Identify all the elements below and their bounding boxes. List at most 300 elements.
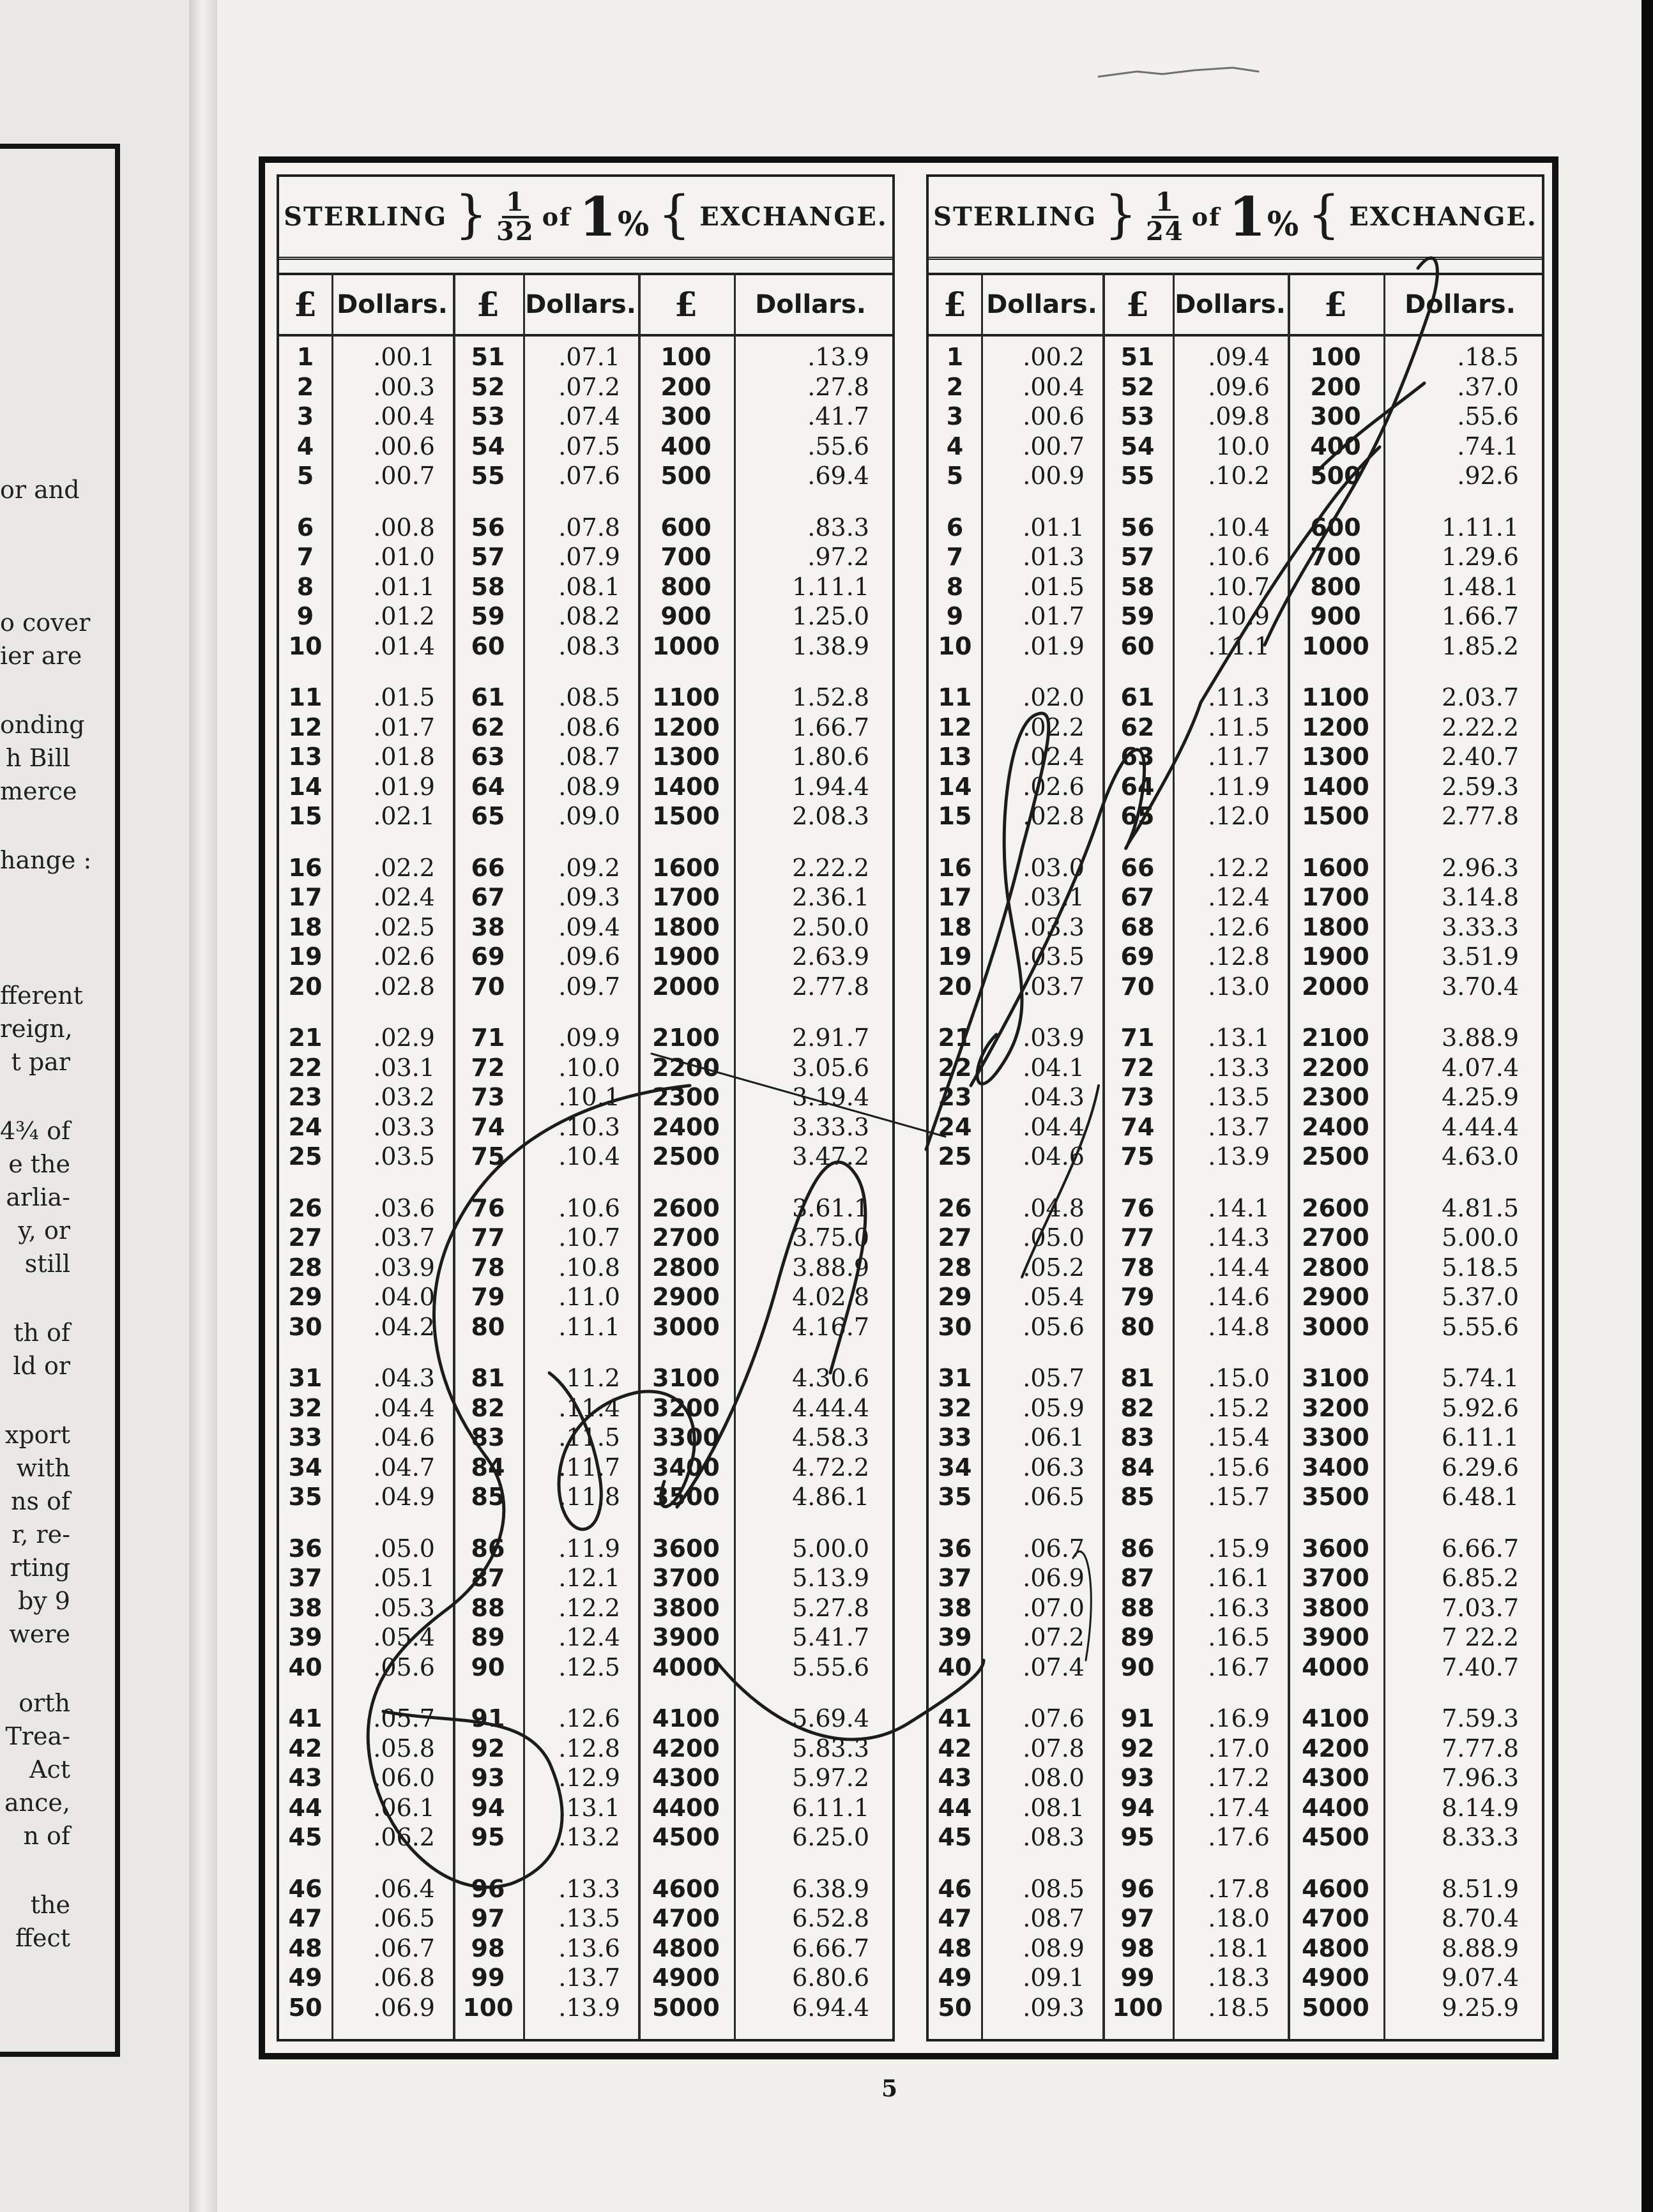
dollar-value: .13.2 [558,1823,620,1851]
pound-amount: 86 [471,1534,505,1563]
pound-amount: 600 [1310,513,1361,542]
dollar-value: .04.3 [373,1364,435,1392]
pound-amount: 4400 [1302,1793,1369,1822]
dollar-value: .17.2 [1208,1764,1270,1792]
pound-amount: 67 [471,883,505,911]
pound-amount: 59 [1120,602,1155,630]
pound-amount: 4400 [652,1793,720,1822]
pound-amount: 38 [471,913,505,941]
pound-amount: 2000 [652,972,720,1001]
dollar-value: .17.8 [1208,1874,1270,1903]
pound-amount: 65 [1120,802,1155,830]
pound-amount: 81 [471,1364,505,1392]
left-page-text-line: t par [11,1048,70,1076]
pound-amount: 85 [471,1483,505,1511]
left-page-text-line: e the [8,1150,70,1178]
dollar-value: .41.7 [807,402,869,430]
dollar-value: 10.0 [1215,432,1270,460]
dollar-value: .05.0 [1023,1223,1085,1252]
pound-amount: 4900 [1302,1964,1369,1992]
pound-amount: 97 [1120,1904,1155,1932]
pound-amount: 4300 [652,1764,720,1792]
pound-amount: 38 [938,1593,972,1622]
pound-amount: 2400 [652,1112,720,1141]
dollar-value: .12.5 [558,1653,620,1681]
dollar-value: .05.7 [373,1704,435,1732]
dollar-value: .18.3 [1208,1964,1270,1992]
pound-amount: 87 [471,1564,505,1592]
dollar-value: .05.9 [1023,1393,1085,1422]
pound-amount: 900 [1310,602,1361,630]
pound-amount: 33 [938,1423,972,1451]
pound-amount: 90 [1120,1653,1155,1681]
left-page-text-line: or and [0,476,80,504]
dollar-value: .05.4 [1023,1283,1085,1311]
dollar-value: .04.4 [373,1393,435,1422]
dollar-value: .00.8 [373,513,435,542]
pound-amount: 4000 [1302,1653,1369,1681]
dollar-value: 3.19.4 [792,1083,869,1111]
pound-amount: 3300 [1302,1423,1369,1451]
dollar-value: .18.0 [1208,1904,1270,1932]
dollar-value: .01.9 [1023,632,1085,660]
pound-amount: 7 [946,543,964,571]
column-header: Dollars. [986,290,1097,319]
dollar-value: .02.9 [373,1024,435,1052]
dollar-value: .08.1 [558,572,620,601]
pound-amount: 50 [288,1993,323,2022]
pound-amount: 39 [938,1623,972,1651]
pound-amount: 37 [938,1564,972,1592]
pound-amount: 73 [471,1083,505,1111]
dollar-value: .02.2 [1023,713,1085,741]
pound-amount: 1900 [652,943,720,971]
pound-amount: 29 [938,1283,972,1311]
pound-amount: 70 [1120,972,1155,1001]
left-page-text-line: ld or [13,1352,70,1380]
dollar-value: .10.2 [1208,462,1270,490]
column-header: £ [674,285,698,324]
title-of: of [1191,202,1221,231]
dollar-value: .09.3 [558,883,620,911]
pound-amount: 43 [938,1764,972,1792]
dollar-value: .09.4 [1208,343,1270,371]
pound-amount: 3400 [1302,1453,1369,1481]
pound-amount: 1100 [652,683,720,711]
pound-amount: 37 [288,1564,323,1592]
dollar-value: .03.7 [1023,972,1085,1001]
page-number: 5 [881,2075,898,2102]
pound-amount: 3000 [652,1312,720,1341]
dollar-value: 5.55.6 [792,1653,869,1681]
dollar-value: .11.9 [1208,772,1270,801]
pound-amount: 50 [938,1993,972,2022]
dollar-value: 2.91.7 [792,1024,869,1052]
pound-amount: 2200 [652,1053,720,1082]
pound-amount: 2 [946,372,964,401]
dollar-value: 4.44.4 [792,1393,869,1422]
dollar-value: .37.0 [1457,372,1519,401]
dollar-value: 5.83.3 [792,1734,869,1762]
pound-amount: 4100 [652,1704,720,1732]
left-page-text-line: r, re- [11,1520,70,1549]
pound-amount: 19 [938,943,972,971]
pound-amount: 100 [660,343,712,371]
pound-amount: 22 [288,1053,323,1082]
brace-icon: { [658,184,692,244]
pound-amount: 92 [471,1734,505,1762]
fraction-numerator: 1 [502,189,529,218]
dollar-value: .04.6 [373,1423,435,1451]
dollar-value: .00.6 [373,432,435,460]
dollar-value: .04.8 [1023,1193,1085,1222]
pound-amount: 27 [938,1223,972,1252]
dollar-value: 7 22.2 [1442,1623,1519,1651]
pound-amount: 49 [288,1964,323,1992]
pound-amount: 74 [1120,1112,1155,1141]
percent-value: 1 [1228,185,1267,248]
percent-sign: % [1267,204,1300,244]
pound-amount: 72 [471,1053,505,1082]
pound-amount: 4600 [652,1874,720,1903]
left-page-text-line: 4¾ of [0,1117,71,1145]
dollar-value: .09.8 [1208,402,1270,430]
pound-amount: 2300 [1302,1083,1369,1111]
dollar-value: .06.9 [373,1993,435,2022]
dollar-value: .92.6 [1457,462,1519,490]
table-one-twenty-fourth-percent [926,174,1544,2042]
pound-amount: 4600 [1302,1874,1369,1903]
left-page-text-line: ns of [11,1487,70,1515]
pound-amount: 800 [1310,572,1361,601]
dollar-value: .18.1 [1208,1934,1270,1962]
dollar-value: .01.5 [1023,572,1085,601]
title-right: EXCHANGE. [699,202,888,232]
pound-amount: 61 [1120,683,1155,711]
pound-amount: 62 [471,713,505,741]
dollar-value: .11.1 [558,1312,620,1341]
pound-amount: 32 [288,1393,323,1422]
dollar-value: .01.2 [373,602,435,630]
pound-amount: 40 [288,1653,323,1681]
pound-amount: 51 [471,343,505,371]
pound-amount: 1800 [652,913,720,941]
pound-amount: 34 [288,1453,323,1481]
dollar-value: 3.61.1 [792,1193,869,1222]
dollar-value: .07.8 [558,513,620,542]
dollar-value: 5.55.6 [1442,1312,1519,1341]
pound-amount: 25 [288,1142,323,1170]
pound-amount: 1 [296,343,314,371]
pound-amount: 56 [471,513,505,542]
pound-amount: 15 [288,802,323,830]
pound-amount: 55 [471,462,505,490]
pound-amount: 72 [1120,1053,1155,1082]
left-page-text-line: ffect [15,1924,70,1952]
dollar-value: .09.9 [558,1024,620,1052]
dollar-value: .08.5 [1023,1874,1085,1903]
dollar-value: .07.4 [1023,1653,1085,1681]
pound-amount: 87 [1120,1564,1155,1592]
pound-amount: 29 [288,1283,323,1311]
dollar-value: 5.41.7 [792,1623,869,1651]
dollar-value: .03.6 [373,1193,435,1222]
pound-amount: 2 [296,372,314,401]
left-page-text-line: h Bill [6,744,70,772]
pound-amount: 55 [1120,462,1155,490]
dollar-value: .10.9 [1208,602,1270,630]
dollar-value: .10.6 [1208,543,1270,571]
pound-amount: 83 [471,1423,505,1451]
pound-amount: 69 [1120,943,1155,971]
pound-amount: 2500 [1302,1142,1369,1170]
dollar-value: .03.3 [373,1112,435,1141]
dollar-value: 1.38.9 [792,632,869,660]
dollar-value: 9.07.4 [1442,1964,1519,1992]
pound-amount: 16 [938,853,972,882]
dollar-value: .17.4 [1208,1793,1270,1822]
pound-amount: 1000 [652,632,720,660]
pound-amount: 46 [938,1874,972,1903]
pound-amount: 1800 [1302,913,1369,941]
pound-amount: 60 [471,632,505,660]
dollar-value: .09.6 [1208,372,1270,401]
table-one-thirty-second-percent [277,174,895,2042]
dollar-value: 4.02.8 [792,1283,869,1311]
pound-amount: 4500 [652,1823,720,1851]
dollar-value: .06.1 [1023,1423,1085,1451]
dollar-value: .11.5 [558,1423,620,1451]
dollar-value: .06.9 [1023,1564,1085,1592]
pound-amount: 4200 [1302,1734,1369,1762]
pound-amount: 3100 [652,1364,720,1392]
brace-icon: { [1307,184,1342,244]
pound-amount: 2300 [652,1083,720,1111]
pound-amount: 98 [1120,1934,1155,1962]
pound-amount: 28 [938,1253,972,1282]
pound-amount: 17 [288,883,323,911]
pound-amount: 700 [1310,543,1361,571]
dollar-value: .13.3 [1208,1053,1270,1082]
dollar-value: 7.03.7 [1442,1593,1519,1622]
dollar-value: .01.0 [373,543,435,571]
pound-amount: 47 [938,1904,972,1932]
pound-amount: 65 [471,802,505,830]
dollar-value: .06.5 [1023,1483,1085,1511]
dollar-value: 6.11.1 [792,1793,869,1822]
pound-amount: 27 [288,1223,323,1252]
left-page-text-line: y, or [18,1216,70,1245]
left-page-text-line: were [9,1620,70,1648]
pound-amount: 63 [471,743,505,771]
dollar-value: .00.1 [373,343,435,371]
dollar-value: 6.25.0 [792,1823,869,1851]
pound-amount: 6 [946,513,964,542]
pound-amount: 51 [1120,343,1155,371]
book-gutter [189,0,217,2212]
dollar-value: .07.4 [558,402,620,430]
pound-amount: 10 [288,632,323,660]
dollar-value: .09.3 [1023,1993,1085,2022]
dollar-value: .11.9 [558,1534,620,1563]
dollar-value: .16.1 [1208,1564,1270,1592]
dollar-value: 7.96.3 [1442,1764,1519,1792]
pound-amount: 12 [288,713,323,741]
dollar-value: .97.2 [807,543,869,571]
dollar-value: 3.70.4 [1442,972,1519,1001]
dollar-value: .16.5 [1208,1623,1270,1651]
dollar-value: .02.6 [373,943,435,971]
pound-amount: 64 [1120,772,1155,801]
dollar-value: 6.66.7 [792,1934,869,1962]
pound-amount: 1200 [1302,713,1369,741]
dollar-value: 5.37.0 [1442,1283,1519,1311]
pound-amount: 18 [938,913,972,941]
pound-amount: 54 [1120,432,1155,460]
dollar-value: .10.7 [558,1223,620,1252]
title-left: STERLING [933,202,1097,232]
dollar-value: .13.1 [1208,1024,1270,1052]
dollar-value: .00.4 [1023,372,1085,401]
pound-amount: 18 [288,913,323,941]
pound-amount: 93 [471,1764,505,1792]
pound-amount: 36 [938,1534,972,1563]
dollar-value: .04.7 [373,1453,435,1481]
pound-amount: 52 [1120,372,1155,401]
pound-amount: 3000 [1302,1312,1369,1341]
pound-amount: 58 [1120,572,1155,601]
dollar-value: 2.77.8 [792,972,869,1001]
dollar-value: .11.8 [558,1483,620,1511]
dollar-value: .05.1 [373,1564,435,1592]
pound-amount: 39 [288,1623,323,1651]
pound-amount: 1300 [1302,743,1369,771]
dollar-value: 4.30.6 [792,1364,869,1392]
pound-amount: 38 [288,1593,323,1622]
dollar-value: .15.6 [1208,1453,1270,1481]
pound-amount: 61 [471,683,505,711]
pound-amount: 1300 [652,743,720,771]
dollar-value: .14.4 [1208,1253,1270,1282]
pound-amount: 3100 [1302,1364,1369,1392]
pound-amount: 46 [288,1874,323,1903]
pound-amount: 2200 [1302,1053,1369,1082]
dollar-value: 2.08.3 [792,802,869,830]
dollar-value: 4.63.0 [1442,1142,1519,1170]
pound-amount: 4700 [652,1904,720,1932]
left-page-text-line: arlia- [6,1183,70,1211]
pound-amount: 42 [288,1734,323,1762]
dollar-value: .10.8 [558,1253,620,1282]
pound-amount: 43 [288,1764,323,1792]
pound-amount: 84 [1120,1453,1155,1481]
title-of: of [542,202,572,231]
dollar-value: .03.3 [1023,913,1085,941]
pound-amount: 35 [938,1483,972,1511]
dollar-value: .07.5 [558,432,620,460]
pound-amount: 4000 [652,1653,720,1681]
dollar-value: .10.1 [558,1083,620,1111]
pound-amount: 89 [471,1623,505,1651]
column-header: £ [476,285,500,324]
pound-amount: 3800 [652,1593,720,1622]
dollar-value: .14.6 [1208,1283,1270,1311]
pound-amount: 4200 [652,1734,720,1762]
pound-amount: 1500 [1302,802,1369,830]
dollar-value: .13.5 [558,1904,620,1932]
pound-amount: 96 [1120,1874,1155,1903]
pound-amount: 600 [660,513,712,542]
pound-amount: 81 [1120,1364,1155,1392]
dollar-value: .15.4 [1208,1423,1270,1451]
pound-amount: 3500 [652,1483,720,1511]
dollar-value: .00.7 [1023,432,1085,460]
column-header: Dollars. [525,290,636,319]
dollar-value: .14.3 [1208,1223,1270,1252]
pound-amount: 4 [296,432,314,460]
dollar-value: .13.0 [1208,972,1270,1001]
pound-amount: 56 [1120,513,1155,542]
left-page-text-line: rting [10,1554,70,1582]
dollar-value: .04.3 [1023,1083,1085,1111]
dollar-value: .05.0 [373,1534,435,1563]
dollar-value: 1.29.6 [1442,543,1519,571]
dollar-value: 1.11.1 [792,572,869,601]
pound-amount: 13 [288,743,323,771]
dollar-value: .10.4 [558,1142,620,1170]
dollar-value: .04.0 [373,1283,435,1311]
pound-amount: 10 [938,632,972,660]
dollar-value: .12.6 [1208,913,1270,941]
dollar-value: .07.8 [1023,1734,1085,1762]
left-page-text-line: orth [19,1689,70,1717]
dollar-value: .01.1 [1023,513,1085,542]
pound-amount: 28 [288,1253,323,1282]
rate-percent [1228,185,1300,248]
pound-amount: 5 [296,462,314,490]
dollar-value: .03.5 [1023,943,1085,971]
pound-amount: 94 [471,1793,505,1822]
pound-amount: 95 [1120,1823,1155,1851]
pound-amount: 91 [1120,1704,1155,1732]
dollar-value: 4.44.4 [1442,1112,1519,1141]
dollar-value: .13.9 [807,343,869,371]
dollar-value: 1.11.1 [1442,513,1519,542]
dollar-value: .09.4 [558,913,620,941]
dollar-value: 3.14.8 [1442,883,1519,911]
dollar-value: .10.3 [558,1112,620,1141]
pound-amount: 14 [288,772,323,801]
pound-amount: 1 [946,343,964,371]
dollar-value: .15.2 [1208,1393,1270,1422]
pound-amount: 1200 [652,713,720,741]
fraction-numerator: 1 [1152,189,1178,218]
pound-amount: 74 [471,1112,505,1141]
dollar-value: .04.6 [1023,1142,1085,1170]
pound-amount: 53 [471,402,505,430]
column-header: £ [293,285,317,324]
dollar-value: .13.9 [558,1993,620,2022]
pound-amount: 2700 [1302,1223,1369,1252]
pound-amount: 3600 [1302,1534,1369,1563]
pound-amount: 69 [471,943,505,971]
dollar-value: .13.5 [1208,1083,1270,1111]
dollar-value: .03.9 [1023,1024,1085,1052]
dollar-value: .13.7 [558,1964,620,1992]
pound-amount: 82 [471,1393,505,1422]
dollar-value: .00.2 [1023,343,1085,371]
pound-amount: 11 [938,683,972,711]
